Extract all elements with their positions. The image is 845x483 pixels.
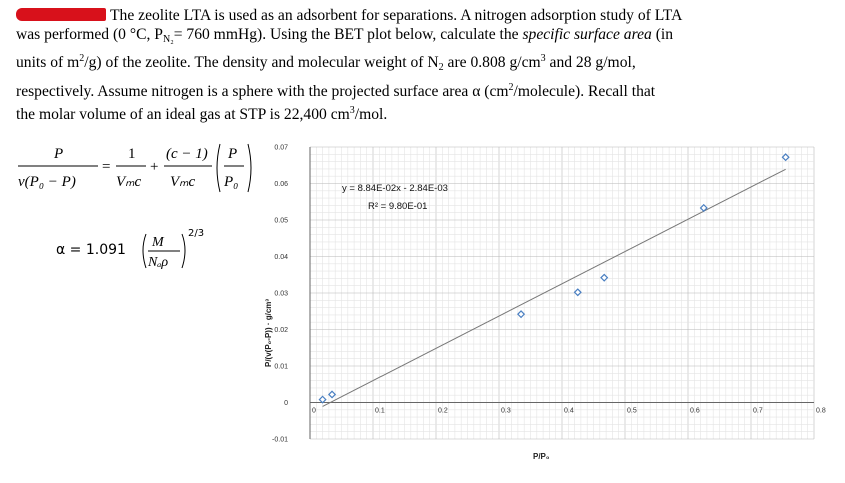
svg-text:=: = xyxy=(102,159,111,175)
bet-equation xyxy=(16,138,256,208)
y-tick-label: 0.01 xyxy=(274,363,288,371)
x-tick-labels xyxy=(312,408,826,415)
bet-vmc-1: Vₘc xyxy=(116,174,142,190)
problem-line-5: the molar volume of an ideal gas at STP is 22,400 $cm^3$/mol. xyxy=(16,104,388,123)
alpha-lhs: α = 1.091 xyxy=(56,242,126,258)
data-point xyxy=(782,154,788,160)
y-tick-label: 0 xyxy=(284,400,288,407)
bet-p0: P₀ xyxy=(224,174,239,190)
x-axis-label: P/P₀ xyxy=(533,452,550,461)
x-tick-label: 0.5 xyxy=(627,407,637,415)
y-tick-label: 0.07 xyxy=(274,144,288,152)
alpha-numerator: M xyxy=(152,235,164,250)
bet-lhs-denominator: v(P₀ − P) xyxy=(18,174,76,190)
y-tick-label: 0.06 xyxy=(274,181,288,188)
problem-statement xyxy=(16,6,836,124)
y-axis-label: P/(v(P₀-P)) · g/cm³ xyxy=(264,298,273,367)
x-tick-label: 0 xyxy=(312,407,316,415)
svg-text:+: + xyxy=(150,159,159,175)
bet-lhs-numerator: P xyxy=(54,146,64,162)
problem-line-3: units of $m^2/g$) of the zeolite. The density and molecular weight of $N_2$ are 0.808 $g/cm^3$ and 28 g/mol, xyxy=(16,53,636,74)
problem-line-1: The zeolite LTA is used as an adsorbent for separations. A nitrogen adsorption study of LTA xyxy=(16,6,836,25)
data-point xyxy=(575,289,581,295)
problem-line-2: was performed (0 °C, $P_{N_2}= 760$ mmHg). Using the BET plot below, calculate the specific surface area (in xyxy=(16,26,674,46)
problem-line-4: respectively. Assume nitrogen is a sphere with the projected surface area α $(cm^2/molecule)$. Recall that xyxy=(16,81,656,100)
data-point xyxy=(329,391,335,397)
bet-c-minus-one: (c − 1) xyxy=(166,146,208,162)
bet-p: P xyxy=(228,146,238,162)
alpha-exponent: 2/3 xyxy=(188,228,205,239)
r-squared: R² = 9.80E-01 xyxy=(368,201,428,212)
x-tick-label: 0.2 xyxy=(438,407,448,415)
data-point xyxy=(601,274,607,280)
y-tick-label: 0.04 xyxy=(274,254,288,261)
y-tick-label: 0.02 xyxy=(274,327,288,334)
x-tick-label: 0.7 xyxy=(753,407,763,415)
y-tick-label: -0.01 xyxy=(272,436,288,444)
trend-equation: y = 8.84E-02x - 2.84E-03 xyxy=(342,183,448,194)
alpha-equation xyxy=(56,224,226,274)
x-tick-label: 0.8 xyxy=(816,407,826,415)
data-point xyxy=(518,311,524,317)
bet-one: 1 xyxy=(128,146,136,162)
bet-vmc-2: Vₘc xyxy=(170,174,196,190)
alpha-denominator: Nₐρ xyxy=(148,255,169,270)
data-point xyxy=(319,396,325,402)
y-tick-label: 0.03 xyxy=(274,290,288,298)
redaction-mark xyxy=(16,8,106,21)
x-tick-label: 0.4 xyxy=(564,407,574,415)
x-tick-label: 0.6 xyxy=(690,407,700,415)
x-tick-label: 0.3 xyxy=(501,407,511,415)
y-tick-label: 0.05 xyxy=(274,217,288,225)
y-tick-labels xyxy=(272,145,288,444)
bet-plot xyxy=(250,135,830,480)
x-tick-label: 0.1 xyxy=(375,407,385,415)
